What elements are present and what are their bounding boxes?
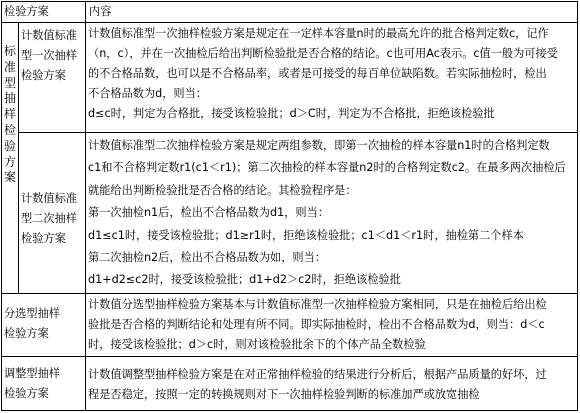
table-rule xyxy=(85,1,86,411)
inspection-scheme-table xyxy=(1,1,578,411)
table-rule xyxy=(1,1,578,2)
table-rule xyxy=(18,132,578,133)
table-rule xyxy=(577,1,578,411)
header-scheme: 检验方案 xyxy=(4,5,49,18)
header-content: 内容 xyxy=(89,5,112,18)
row-label-sorting: 分选型抽样 检验方案 xyxy=(4,307,60,340)
row-content-standard-single: 计数值标准型一次抽样检验方案是规定在一定样本容量n时的最高允许的批合格判定数c，记作 （n，c），并在一次抽检后给出判断检验批是否合格的结论。c也可用Ac表示。c值一般为可接受 的不合格品数，也可以是不合格品率，或者是可接受的每百单位缺陷数。若实际抽检时，检出 不合格品数为d，则当： d≤c时，判定为合格批，接受该检验批；d＞C时，判定为不合格批，拒绝该检验批 xyxy=(88,27,558,120)
table-rule xyxy=(18,22,19,294)
table-rule xyxy=(1,410,578,411)
row-content-adjusted: 计数值调整型抽样检验方案是在对正常抽样检验的结果进行分析后，根据产品质量的好坏，过 程是否稳定，按照一定的转换规则对下一次抽样检验判断的标准加严或放宽抽检 xyxy=(88,368,547,401)
row-label-standard-single: 计数值标准 型一次抽样 检验方案 xyxy=(21,29,77,82)
table-rule xyxy=(1,1,2,411)
row-label-adjusted: 调整型抽样 检验方案 xyxy=(4,367,60,400)
table-rule xyxy=(1,293,578,294)
row-content-standard-double: 计数值标准型二次抽样检验方案是规定两组参数，即第一次抽检的样本容量n1时的合格判定数 c1和不合格判定数r1(c1＜r1)；第二次抽检的样本容量n2时的合格判定数c2。在最多两次抽检后 就能给出判断检验批是否合格的结论。其检验程序是： 第一次抽检n1后，检出不合格品数为d1，则当： d1≤c1时，接受该检验批；d1≥r1时，拒绝该检验批；c1＜d1＜r1时，抽检第二个样本 第二次抽检n2后，检出不合格品数为如，则当： d1+d2≤c2时，接受该检验批；d1+d2＞c2时，拒绝该检验批 xyxy=(88,139,566,287)
row-label-standard-double: 计数值标准 型二次抽样 检验方案 xyxy=(21,192,77,245)
row-content-sorting: 计数值分选型抽样检验方案基本与计数值标准型一次抽样检验方案相同，只是在抽检后给出检 验批是否合格的判断结论和处理有所不同。即实际抽检时，检出不合格品数为d，则当：d＜c 时，接受该检验批；d＞c时，则对该检验批余下的个体产品全数检验 xyxy=(88,298,547,351)
table-rule xyxy=(1,22,578,23)
group-label-standard-type: 标准型抽样检验方案 xyxy=(3,44,16,185)
table-rule xyxy=(1,356,578,357)
